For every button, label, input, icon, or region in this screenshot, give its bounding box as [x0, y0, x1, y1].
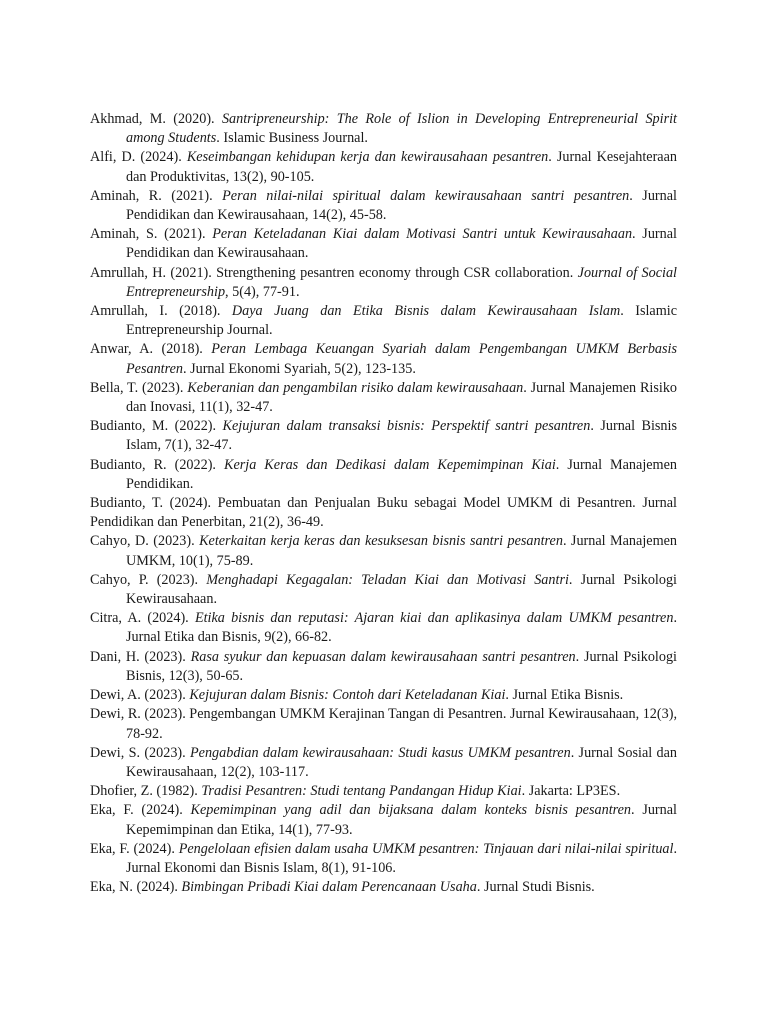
- reference-entry: Alfi, D. (2024). Keseimbangan kehidupan kerja dan kewirausahaan pesantren. Jurnal Kesejahteraan dan Produktivitas, 13(2), 90-105.: [90, 149, 677, 185]
- reference-entry: Eka, F. (2024). Pengelolaan efisien dalam usaha UMKM pesantren: Tinjauan dari nilai-nilai spiritual. Jurnal Ekonomi dan Bisnis Islam, 8(1), 91-106.: [90, 840, 677, 876]
- reference-entry: Dewi, R. (2023). Pengembangan UMKM Kerajinan Tangan di Pesantren. Jurnal Kewirausahaan, 12(3), 78-92.: [90, 706, 677, 742]
- reference-entry: Budianto, T. (2024). Pembuatan dan Penjualan Buku sebagai Model UMKM di Pesantren. Jurnal Pendidikan dan Penerbitan, 21(2), 36-49.: [90, 495, 677, 531]
- reference-entry: Dhofier, Z. (1982). Tradisi Pesantren: Studi tentang Pandangan Hidup Kiai. Jakarta: LP3ES.: [90, 783, 621, 800]
- reference-entry: Cahyo, P. (2023). Menghadapi Kegagalan: Teladan Kiai dan Motivasi Santri. Jurnal Psikologi Kewirausahaan.: [90, 571, 677, 608]
- reference-entry: Eka, F. (2024). Kepemimpinan yang adil dan bijaksana dalam konteks bisnis pesantren. Jurnal Kepemimpinan dan Etika, 14(1), 77-93.: [90, 802, 677, 838]
- reference-entry: Anwar, A. (2018). Peran Lembaga Keuangan Syariah dalam Pengembangan UMKM Berbasis Pesantren. Jurnal Ekonomi Syariah, 5(2), 123-135.: [90, 341, 677, 377]
- reference-entry: Budianto, M. (2022). Kejujuran dalam transaksi bisnis: Perspektif santri pesantren. Jurnal Bisnis Islam, 7(1), 32-47.: [90, 418, 677, 454]
- reference-entry: Akhmad, M. (2020). Santripreneurship: The Role of Islion in Developing Entrepreneurial Spirit among Students. Islamic Business Journal.: [90, 111, 677, 147]
- reference-entry: Dani, H. (2023). Rasa syukur dan kepuasan dalam kewirausahaan santri pesantren. Jurnal Psikologi Bisnis, 12(3), 50-65.: [90, 648, 677, 684]
- reference-entry: Eka, N. (2024). Bimbingan Pribadi Kiai dalam Perencanaan Usaha. Jurnal Studi Bisnis.: [90, 879, 595, 896]
- reference-entry: Citra, A. (2024). Etika bisnis dan reputasi: Ajaran kiai dan aplikasinya dalam UMKM pesantren. Jurnal Etika dan Bisnis, 9(2), 66-82.: [90, 610, 677, 646]
- reference-entry: Aminah, S. (2021). Peran Keteladanan Kiai dalam Motivasi Santri untuk Kewirausahaan. Jurnal Pendidikan dan Kewirausahaan.: [90, 226, 677, 262]
- reference-entry: Bella, T. (2023). Keberanian dan pengambilan risiko dalam kewirausahaan. Jurnal Manajemen Risiko dan Inovasi, 11(1), 32-47.: [90, 379, 678, 416]
- reference-entry: Dewi, S. (2023). Pengabdian dalam kewirausahaan: Studi kasus UMKM pesantren. Jurnal Sosial dan Kewirausahaan, 12(2), 103-117.: [90, 744, 677, 780]
- reference-list: [90, 110, 677, 897]
- reference-entry: Dewi, A. (2023). Kejujuran dalam Bisnis: Contoh dari Keteladanan Kiai. Jurnal Etika Bisnis.: [90, 687, 624, 704]
- reference-entry: Aminah, R. (2021). Peran nilai-nilai spiritual dalam kewirausahaan santri pesantren. Jurnal Pendidikan dan Kewirausahaan, 14(2), 45-58.: [90, 187, 677, 224]
- reference-entry: Amrullah, H. (2021). Strengthening pesantren economy through CSR collaboration. Journal of Social Entrepreneurship, 5(4), 77-91.: [90, 264, 677, 300]
- reference-entry: Budianto, R. (2022). Kerja Keras dan Dedikasi dalam Kepemimpinan Kiai. Jurnal Manajemen Pendidikan.: [90, 456, 677, 492]
- reference-entry: Amrullah, I. (2018). Daya Juang dan Etika Bisnis dalam Kewirausahaan Islam. Islamic Entrepreneurship Journal.: [90, 303, 677, 339]
- reference-entry: Cahyo, D. (2023). Keterkaitan kerja keras dan kesuksesan bisnis santri pesantren. Jurnal Manajemen UMKM, 10(1), 75-89.: [90, 533, 677, 569]
